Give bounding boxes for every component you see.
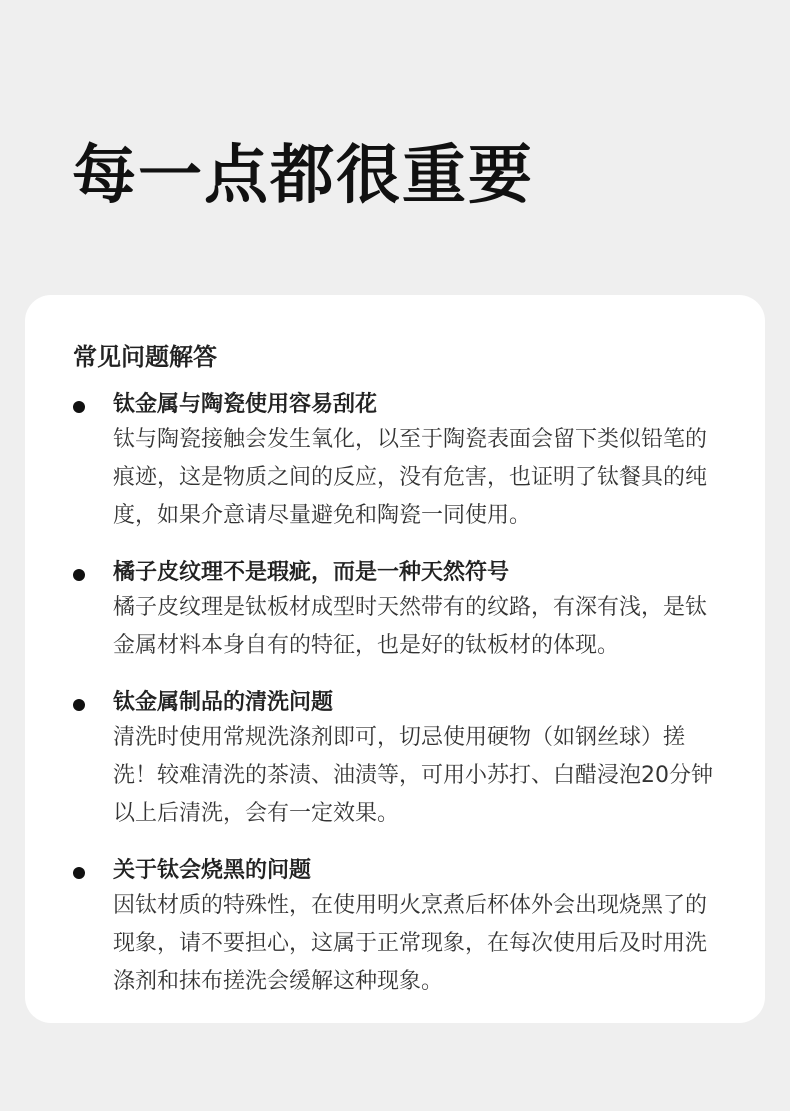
faq-list [73,389,721,1001]
faq-item [73,557,721,665]
faq-card [25,295,765,1023]
bullet-dot-icon [73,699,85,711]
bullet-dot-icon [73,401,85,413]
faq-answer: 钛与陶瓷接触会发生氧化，以至于陶瓷表面会留下类似铅笔的痕迹，这是物质之间的反应，没有危害，也证明了钛餐具的纯度，如果介意请尽量避免和陶瓷一同使用。 [113,427,708,528]
faq-question: 关于钛会烧黑的问题 [113,858,312,883]
faq-answer: 清洗时使用常规洗涤剂即可，切忌使用硬物（如钢丝球）搓洗！较难清洗的茶渍、油渍等，可用小苏打、白醋浸泡20分钟以上后清洗，会有一定效果。 [113,725,713,826]
faq-question: 钛金属与陶瓷使用容易刮花 [113,392,378,417]
faq-item [73,389,721,535]
faq-answer: 因钛材质的特殊性，在使用明火烹煮后杯体外会出现烧黑了的现象，请不要担心，这属于正常现象，在每次使用后及时用洗涤剂和抹布搓洗会缓解这种现象。 [113,893,708,994]
page-title: 每一点都很重要 [72,139,534,213]
faq-question: 橘子皮纹理不是瑕疵，而是一种天然符号 [113,560,510,585]
bullet-dot-icon [73,569,85,581]
faq-item [73,687,721,833]
faq-heading: 常见问题解答 [73,343,217,371]
faq-question: 钛金属制品的清洗问题 [113,690,334,715]
bullet-dot-icon [73,867,85,879]
faq-answer: 橘子皮纹理是钛板材成型时天然带有的纹路，有深有浅，是钛金属材料本身自有的特征，也是好的钛板材的体现。 [113,595,708,658]
faq-item [73,855,721,1001]
